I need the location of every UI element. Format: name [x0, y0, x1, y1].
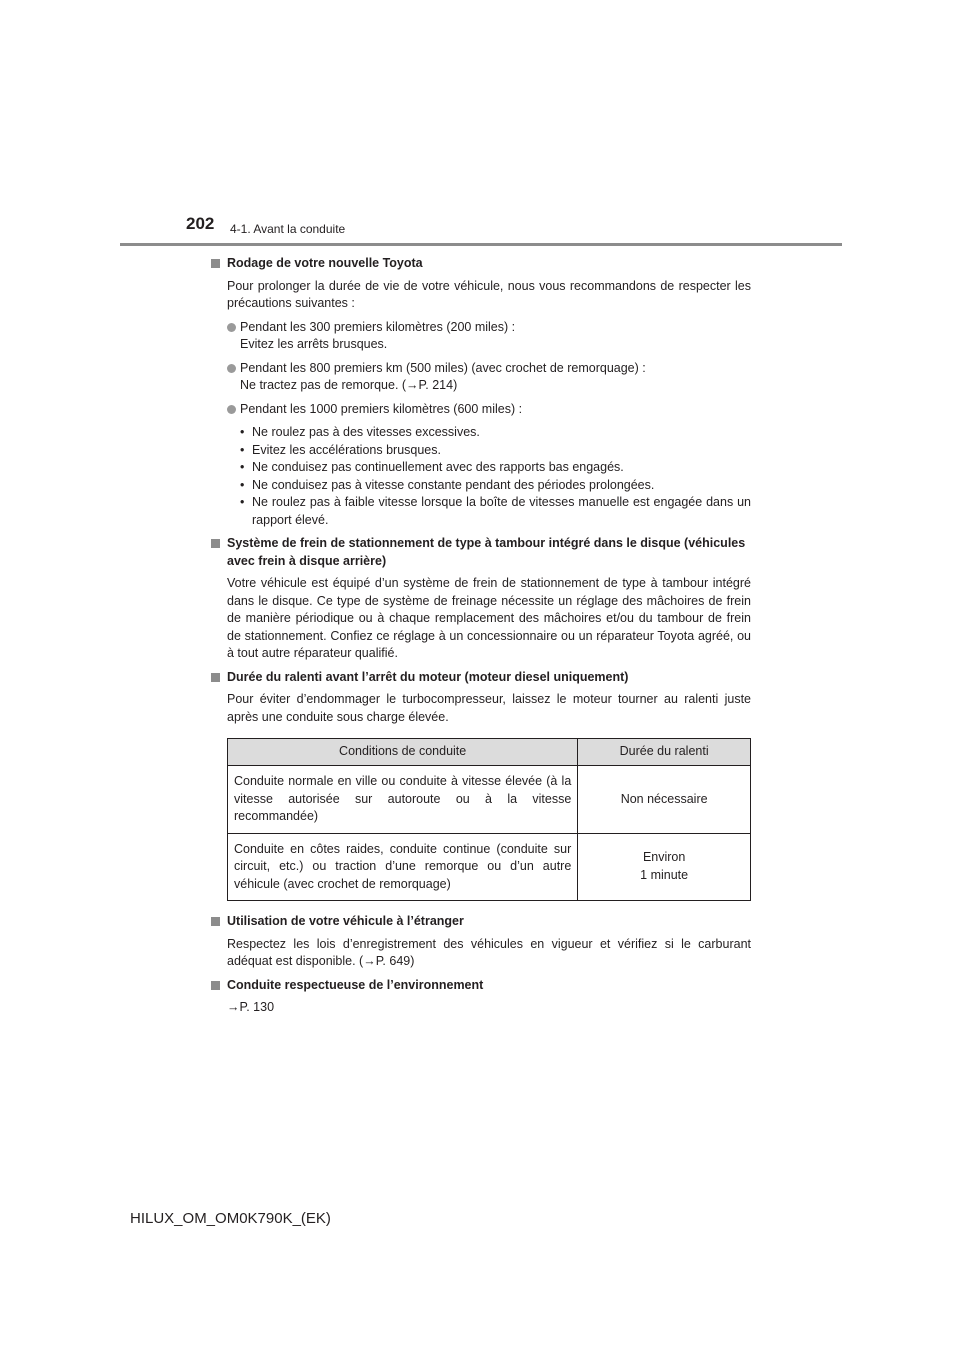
table-cell: Conduite en côtes raides, conduite continue (conduite sur circuit, etc.) ou traction d’une remorque ou d’un autre véhicule (avec crochet de remorquage)	[228, 833, 578, 901]
dot-marker-icon: •	[240, 477, 245, 492]
list-item: • Ne roulez pas à faible vitesse lorsque la boîte de vitesses manuelle est engagée dans un rapport élevé.	[240, 495, 751, 527]
list-item: • Ne conduisez pas à vitesse constante pendant des périodes prolongées.	[240, 477, 751, 495]
heading-ralenti	[211, 669, 751, 687]
heading-text: Rodage de votre nouvelle Toyota	[227, 256, 423, 270]
table-cell: Non nécessaire	[578, 766, 751, 834]
heading-environnement	[211, 977, 751, 995]
sub-list	[240, 424, 751, 529]
ralenti-body: Pour éviter d’endommager le turbocompresseur, laissez le moteur tourner au ralenti juste après une conduite sous charge élevée.	[227, 692, 751, 724]
square-bullet-icon	[211, 981, 220, 990]
bullet-text: Evitez les arrêts brusques.	[240, 337, 388, 351]
table-header-row	[228, 739, 751, 766]
rodage-intro: Pour prolonger la durée de vie de votre véhicule, nous vous recommandons de respecter les précautions suivantes :	[227, 278, 751, 310]
square-bullet-icon	[211, 673, 220, 682]
list-item	[227, 319, 751, 354]
heading-rodage	[211, 255, 751, 273]
dot-marker-icon: •	[240, 425, 245, 439]
square-bullet-icon	[211, 539, 220, 548]
heading-frein	[211, 535, 751, 570]
heading-text: Utilisation de votre véhicule à l’étranger	[227, 914, 464, 928]
square-bullet-icon	[211, 259, 220, 268]
frein-body: Votre véhicule est équipé d’un système de frein de stationnement de type à tambour intégré dans le disque. Ce type de système de freinage nécessite un réglage des mâchoires de frein de manière périodique ou à chaque remplacement des mâchoires et/ou du tambour de frein de stationnement. Confiez ce réglage à un concessionnaire ou un réparateur Toyota agréé, ou à tout autre réparateur qualifié.	[227, 576, 751, 660]
table-cell	[578, 833, 751, 901]
bullet-text: Ne tractez pas de remorque. (→P. 214)	[240, 378, 458, 392]
dot-marker-icon: •	[240, 495, 245, 509]
bullet-text: Pendant les 300 premiers kilomètres (200 miles) :	[240, 319, 516, 334]
bullet-text: Pendant les 800 premiers km (500 miles) (avec crochet de remorquage) :	[240, 360, 646, 375]
circle-bullet-icon	[227, 323, 236, 332]
page-content	[211, 255, 751, 1023]
idle-time-table	[227, 738, 751, 901]
list-item: • Ne conduisez pas continuellement avec des rapports bas engagés.	[240, 459, 751, 477]
dot-marker-icon: •	[240, 442, 245, 457]
section-title: 4-1. Avant la conduite	[230, 222, 346, 236]
table-header: Conditions de conduite	[228, 739, 578, 766]
list-item	[227, 360, 751, 395]
page-reference-link[interactable]: →P. 130	[227, 1000, 275, 1014]
bullet-text: Pendant les 1000 premiers kilomètres (600 miles) :	[240, 401, 523, 416]
list-item: • Evitez les accélérations brusques.	[240, 442, 751, 460]
cell-line: Environ	[642, 850, 686, 865]
heading-etranger	[211, 913, 751, 931]
document-code: HILUX_OM_OM0K790K_(EK)	[130, 1210, 331, 1227]
table-header: Durée du ralenti	[578, 739, 751, 766]
page-number: 202	[186, 214, 215, 233]
heading-text: Conduite respectueuse de l’environnement	[227, 977, 484, 992]
etranger-body: Respectez les lois d’enregistrement des véhicules en vigueur et vérifiez si le carburant adéquat est disponible. (→P. 649)	[227, 936, 751, 968]
table-cell: Conduite normale en ville ou conduite à vitesse élevée (à la vitesse autorisée sur autoroute ou à la vitesse recommandée)	[228, 766, 578, 834]
circle-bullet-icon	[227, 405, 236, 414]
cell-line: 1 minute	[640, 867, 689, 882]
list-item	[227, 401, 751, 419]
square-bullet-icon	[211, 917, 220, 926]
heading-text: Système de frein de stationnement de type à tambour intégré dans le disque (véhicules avec frein à disque arrière)	[227, 536, 746, 568]
table-row	[228, 833, 751, 901]
table-row	[228, 766, 751, 834]
heading-text: Durée du ralenti avant l’arrêt du moteur (moteur diesel uniquement)	[227, 669, 629, 684]
header-rule	[120, 243, 842, 246]
list-item: • Ne roulez pas à des vitesses excessives.	[240, 424, 751, 442]
dot-marker-icon: •	[240, 460, 245, 474]
circle-bullet-icon	[227, 364, 236, 373]
